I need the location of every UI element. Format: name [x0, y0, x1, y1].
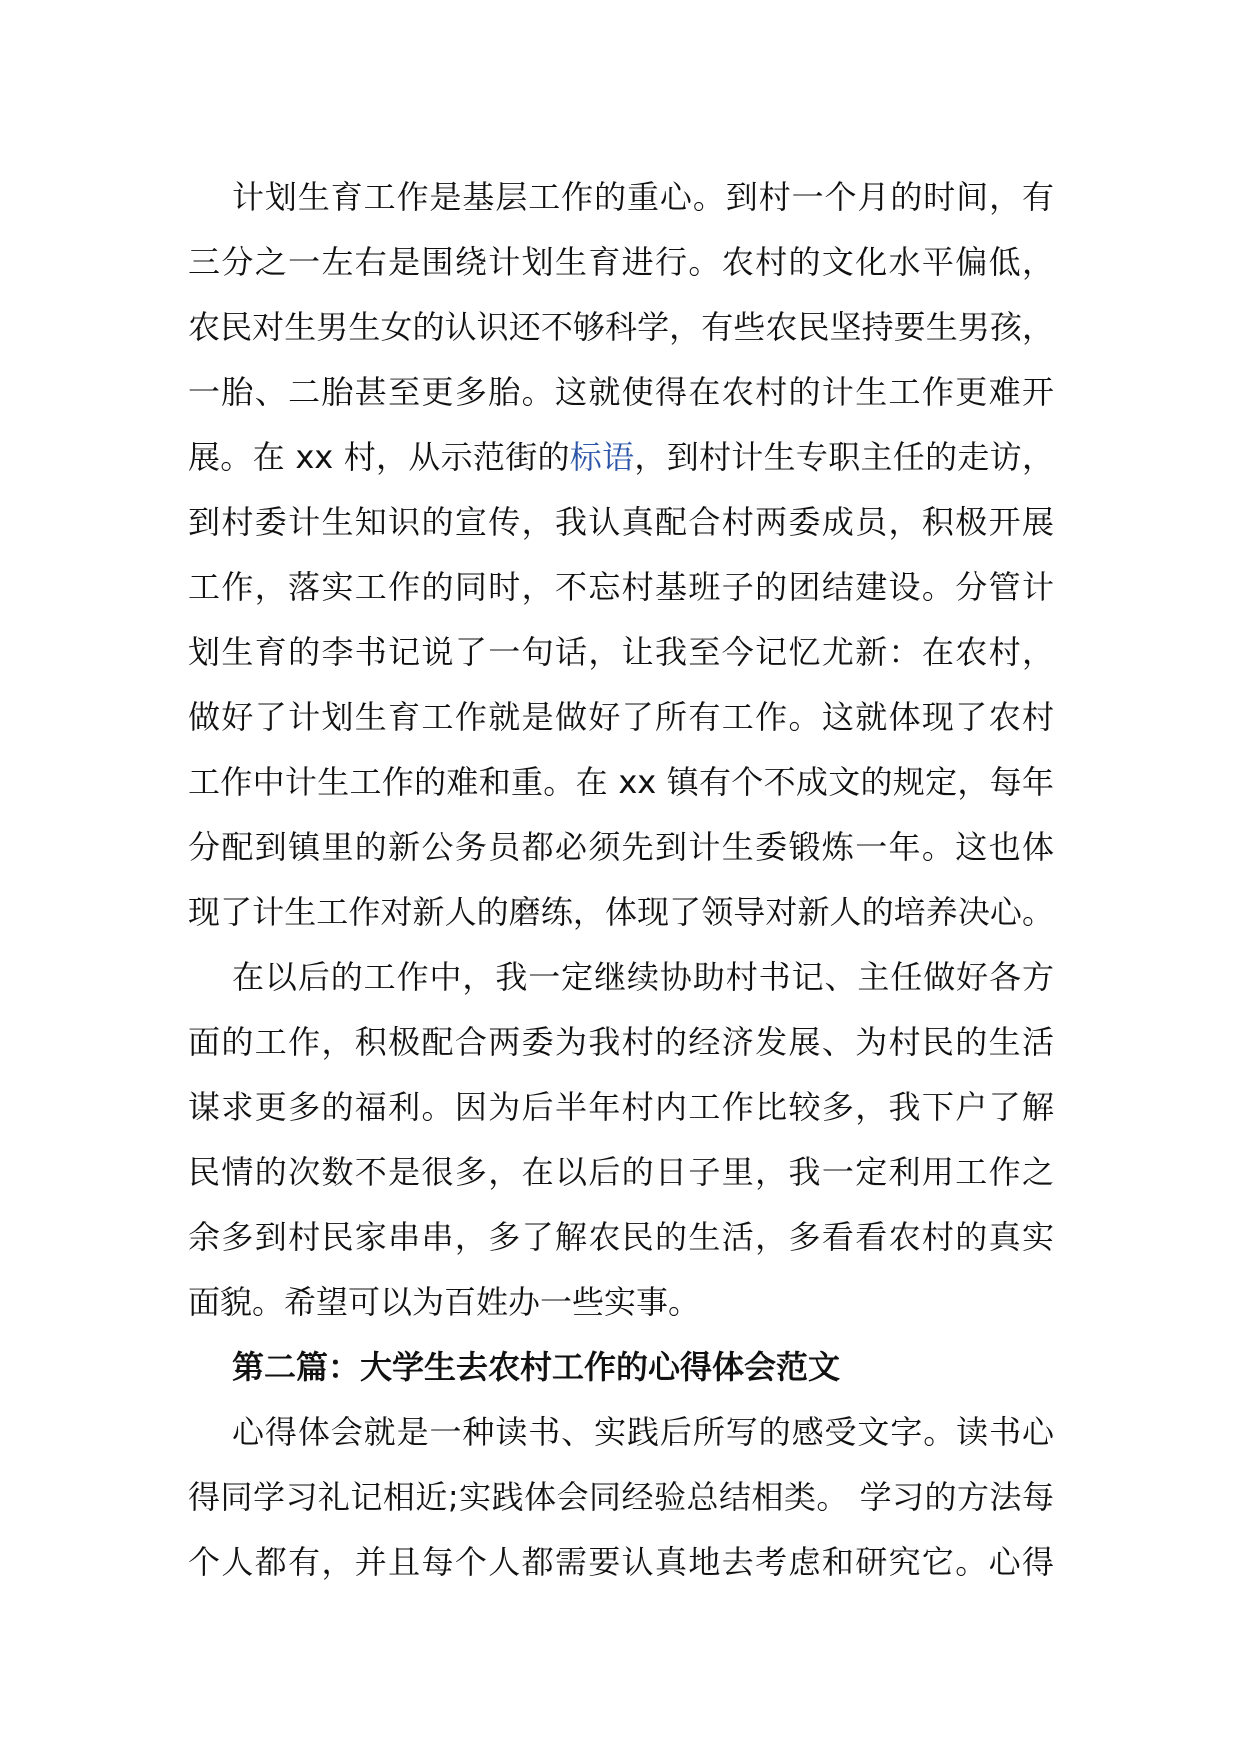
paragraph-line: 计划生育工作是基层工作的重心。到村一个月的时间，有	[232, 178, 1054, 216]
paragraph-line: 工作中计生工作的难和重。在 xx 镇有个不成文的规定，每年	[188, 763, 1054, 801]
paragraph-line: 民情的次数不是很多，在以后的日子里，我一定利用工作之	[188, 1153, 1054, 1191]
paragraph-line: 谋求更多的福利。因为后半年村内工作比较多，我下户了解	[188, 1088, 1054, 1126]
paragraph-line: 分配到镇里的新公务员都必须先到计生委锻炼一年。这也体	[188, 828, 1054, 866]
paragraph-line: 面的工作，积极配合两委为我村的经济发展、为村民的生活	[188, 1023, 1054, 1061]
document-body	[188, 165, 1054, 1595]
paragraph-experience-definition	[188, 1400, 1054, 1595]
paragraph-line: 农民对生男生女的认识还不够科学，有些农民坚持要生男孩，	[188, 308, 1054, 346]
paragraph-line: 三分之一左右是围绕计划生育进行。农村的文化水平偏低，	[188, 243, 1054, 281]
section-heading: 第二篇：大学生去农村工作的心得体会范文	[232, 1348, 841, 1386]
paragraph-line: 做好了计划生育工作就是做好了所有工作。这就体现了农村	[188, 698, 1054, 736]
paragraph-future-work	[188, 945, 1054, 1335]
paragraph-line: 余多到村民家串串，多了解农民的生活，多看看农村的真实	[188, 1218, 1054, 1256]
paragraph-line: 一胎、二胎甚至更多胎。这就使得在农村的计生工作更难开	[188, 373, 1054, 411]
paragraph-line: 在以后的工作中，我一定继续协助村书记、主任做好各方	[232, 958, 1054, 996]
paragraph-line: 心得体会就是一种读书、实践后所写的感受文字。读书心	[232, 1413, 1054, 1451]
paragraph-line: 面貌。希望可以为百姓办一些实事。	[188, 1283, 701, 1321]
paragraph-line: 现了计生工作对新人的磨练，体现了领导对新人的培养决心。	[188, 893, 1054, 931]
paragraph-line: 工作，落实工作的同时，不忘村基班子的团结建设。分管计	[188, 568, 1054, 606]
paragraph-line: 到村委计生知识的宣传，我认真配合村两委成员，积极开展	[188, 503, 1054, 541]
line-text-after-link: ，到村计生专职主任的走访，	[634, 438, 1054, 476]
line-text-before-link: 展。在 xx 村，从示范街的	[188, 438, 570, 476]
paragraph-family-planning	[188, 165, 1054, 945]
paragraph-line: 得同学习礼记相近;实践体会同经验总结相类。 学习的方法每	[188, 1478, 1054, 1516]
paragraph-line-with-link	[188, 425, 1054, 490]
slogan-link[interactable]: 标语	[569, 438, 635, 476]
paragraph-line: 个人都有，并且每个人都需要认真地去考虑和研究它。心得	[188, 1543, 1054, 1581]
paragraph-line: 划生育的李书记说了一句话，让我至今记忆尤新：在农村，	[188, 633, 1054, 671]
